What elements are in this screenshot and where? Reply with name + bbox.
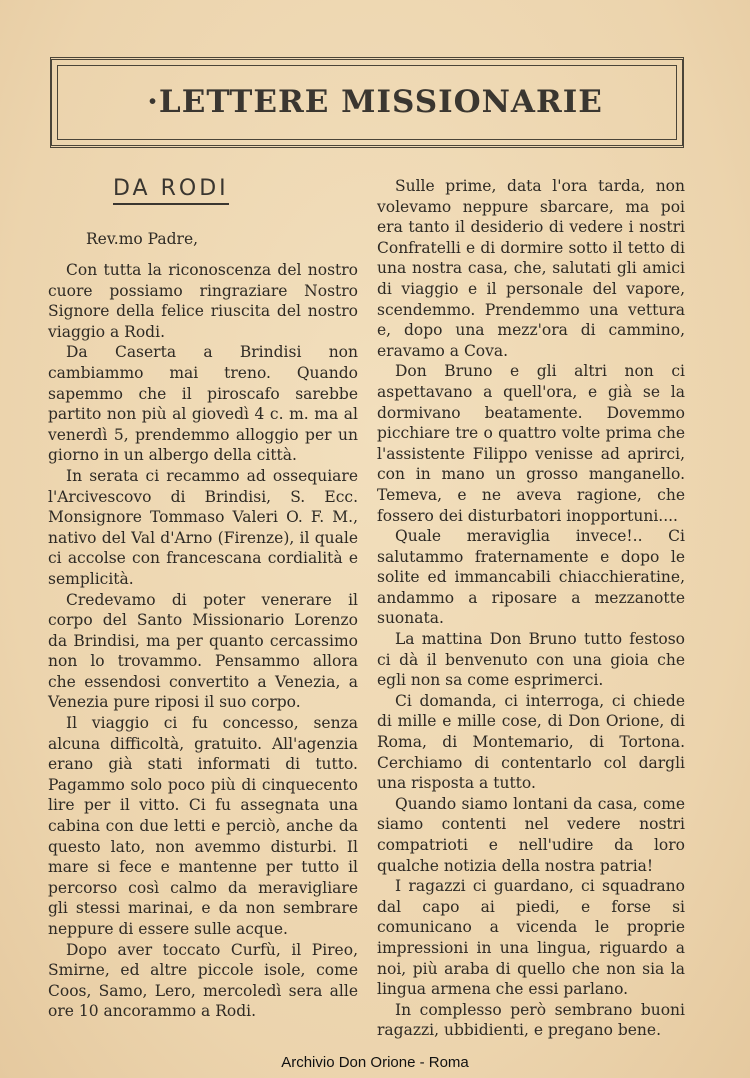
paragraph: Ci domanda, ci interroga, ci chiede di mille e mille cose, di Don Orione, di Roma, di Montemario, di Tortona. Cerchiamo di contentarlo col dargli una risposta a tutto. xyxy=(377,691,685,793)
paragraph: Sulle prime, data l'ora tarda, non volevamo neppure sbarcare, ma poi era tanto il desiderio di vedere i nostri Confratelli e di dormire sotto il tetto di una nostra casa, che, salutati gli amici di viaggio e il personale del vapore, scendemmo. Prendemmo una vettura e, dopo una mezz'ora di cammino, eravamo a Cova. xyxy=(377,177,685,360)
paragraph: In complesso però sembrano buoni ragazzi, ubbidienti, e pregano bene. xyxy=(377,1000,685,1040)
page-title: ·LETTERE MISSIONARIE xyxy=(147,84,603,120)
paragraph: La mattina Don Bruno tutto festoso ci dà il benvenuto con una gioia che egli non sa come esprimerci. xyxy=(377,630,685,690)
paragraph: In serata ci recammo ad ossequiare l'Arcivescovo di Brindisi, S. Ecc. Monsignore Tommaso Valeri O. F. M., nativo del Val d'Arno (Firenze), il quale ci accolse con francescana cordialità e semplicità. xyxy=(48,466,358,588)
right-column xyxy=(377,176,685,1041)
archive-footer: Archivio Don Orione - Roma xyxy=(281,1054,469,1071)
paragraph: Il viaggio ci fu concesso, senza alcuna difficoltà, gratuito. All'agenzia erano già stati informati di tutto. Pagammo solo poco più di cinquecento lire per il vitto. Ci fu assegnata una cabina con due letti e perciò, anche da questo lato, non avemmo disturbi. Il mare si fece e mantenne per tutto il percorso così calmo da meravigliare gli stessi marinai, e da non sembrare neppure di essere sulle acque. xyxy=(48,714,358,938)
paragraph: Da Caserta a Brindisi non cambiammo mai treno. Quando sapemmo che il piroscafo sarebbe partito non più al giovedì 4 c. m. ma al venerdì 5, prendemmo alloggio per un giorno in un albergo della città. xyxy=(48,343,358,465)
section-title: DA RODI xyxy=(113,176,229,205)
paragraph: Dopo aver toccato Curfù, il Pireo, Smirne, ed altre piccole isole, come Coos, Samo, Lero, mercoledì sera alle ore 10 ancorammo a Rodi. xyxy=(48,940,358,1021)
paragraph: I ragazzi ci guardano, ci squadrano dal capo ai piedi, e forse si comunicano a vicenda le proprie impressioni in una lingua, riguardo a noi, più araba di quello che non sia la lingua armena che essi parlano. xyxy=(377,877,685,999)
left-column xyxy=(48,260,358,1022)
letter-greeting: Rev.mo Padre, xyxy=(86,230,199,248)
paragraph: Quale meraviglia invece!.. Ci salutammo fraternamente e dopo le solite ed immancabili chiacchieratine, andammo a riposare a mezzanotte suonata. xyxy=(377,527,685,628)
paragraph: Credevamo di poter venerare il corpo del Santo Missionario Lorenzo da Brindisi, ma per quanto cercassimo non lo trovammo. Pensammo allora che essendosi convertito a Venezia, a Venezia pure riposi il suo corpo. xyxy=(48,590,358,712)
paragraph: Don Bruno e gli altri non ci aspettavano a quell'ora, e già se la dormivano beatamente. Dovemmo picchiare tre o quattro volte prima che l'assistente Filippo venisse ad aprirci, con in mano un grosso manganello. Temeva, e ne aveva ragione, che fossero dei disturbatori inopportuni.... xyxy=(377,362,685,525)
paragraph: Quando siamo lontani da casa, come siamo contenti nel vedere nostri compatrioti e nell'udire da loro qualche notizia della nostra patria! xyxy=(377,794,685,875)
paragraph: Con tutta la riconoscenza del nostro cuore possiamo ringraziare Nostro Signore della felice riuscita del nostro viaggio a Rodi. xyxy=(48,261,358,341)
